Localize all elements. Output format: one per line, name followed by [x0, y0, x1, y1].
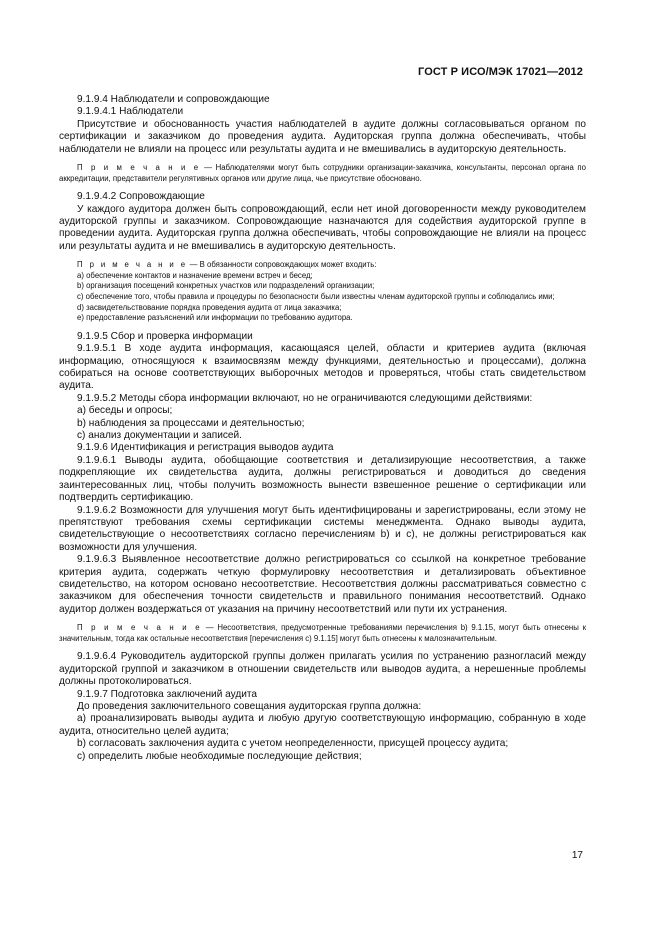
list-item: с) определить любые необходимые последующие действия; [77, 750, 362, 762]
list-item: с) анализ документации и записей. [77, 430, 242, 442]
list-item: b) организация посещений конкретных участков или подразделений организации; [77, 281, 375, 291]
note-escorts [59, 260, 586, 271]
document-body [59, 94, 586, 763]
paragraph-observers: Присутствие и обоснованность участия наблюдателей в аудите должны согласовываться органом по сертификации и заказчиком до проведения аудита. Аудиторская группа должна обеспечивать, чтобы наблюдатели не влияли на процесс или результаты аудита и не вмешивались в аудиторскую деятельность. [59, 118, 586, 155]
section-heading-escorts: 9.1.9.4.2 Сопровождающие [77, 191, 205, 203]
document-header: ГОСТ Р ИСО/МЭК 17021—2012 [418, 66, 583, 78]
paragraph-9-1-9-6-2: 9.1.9.6.2 Возможности для улучшения могут быть идентифицированы и зарегистрированы, если этому не препятствуют требования схемы сертификации системы менеджмента. Однако выводы аудита, свидетельствующие о несоответствиях согласно перечислениям b) и с), не должны регистрироваться как возможности для улучшения. [59, 504, 586, 553]
section-heading-observers: 9.1.9.4.1 Наблюдатели [77, 106, 184, 118]
paragraph-9-1-9-5-1: 9.1.9.5.1 В ходе аудита информация, касающаяся целей, области и критериев аудита (включая информацию, относящуюся к взаимосвязям между функциями, деятельностью и процессами), должна собираться на основе соответствующих выборочных методов и проверяться, чтобы стать свидетельством аудита. [59, 343, 586, 392]
paragraph-9-1-9-6-1: 9.1.9.6.1 Выводы аудита, обобщающие соответствия и детализирующие несоответствия, а также подкрепляющие их свидетельства аудита, должны регистрироваться и доводиться до сведения заинтересованных лиц, чтобы получить возможность вынести взвешенное решение о сертификации или подтвердить сертификацию. [59, 454, 586, 504]
section-heading-audit-conclusions: 9.1.9.7 Подготовка заключений аудита [77, 688, 258, 700]
list-item: е) предоставление разъяснений или информации по требованию аудитора. [77, 313, 353, 323]
paragraph-escorts: У каждого аудитора должен быть сопровождающий, если нет иной договоренности между руководителем аудиторской группы и заказчиком. Сопровождающие назначаются для содействия аудиторской группе в проведении аудита. Аудиторская группа должна обеспечивать, чтобы сопровождающие не влияли на процесс или результаты аудита и не вмешивались в аудиторскую деятельность. [59, 203, 586, 252]
list-item: b) наблюдения за процессами и деятельностью; [77, 417, 305, 429]
note-label: П р и м е ч а н и е [77, 163, 201, 173]
paragraph-9-1-9-6-4: 9.1.9.6.4 Руководитель аудиторской группы должен прилагать усилия по устранению разногласий между аудиторской группой и заказчиком в отношении свидетельств или выводов аудита, а нерешенные проблемы должны протоколироваться. [59, 651, 586, 688]
list-item: d) засвидетельствование порядка проведения аудита от лица заказчика; [77, 302, 342, 312]
note-label: П р и м е ч а н и е [77, 260, 188, 270]
paragraph-9-1-9-5-2: 9.1.9.5.2 Методы сбора информации включают, но не ограничиваются следующими действиями: [77, 392, 533, 404]
note-label: П р и м е ч а н и е [77, 623, 202, 633]
note-nonconformities [59, 623, 586, 644]
note-text: — Наблюдателями могут быть сотрудники организации-заказчика, консультанты, персонал органа по аккредитации, представители регулятивных органов или другие лица, чье присутствие обосновано. [59, 163, 586, 183]
page-number: 17 [571, 850, 583, 861]
list-item: а) обеспечение контактов и назначение времени встреч и бесед; [77, 270, 313, 280]
note-text: — В обязанности сопровождающих может входить: [187, 260, 377, 270]
list-item: а) беседы и опросы; [77, 405, 173, 417]
list-item: с) обеспечение того, чтобы правила и процедуры по безопасности были известны членам аудиторской группы и соблюдались ими; [77, 292, 555, 302]
note-observers [59, 163, 586, 184]
list-item: b) согласовать заключения аудита с учетом неопределенности, присущей процессу аудита; [77, 738, 509, 750]
paragraph-9-1-9-7-intro: До проведения заключительного совещания аудиторская группа должна: [77, 700, 422, 712]
note-text: — Несоответствия, предусмотренные требованиями перечисления b) 9.1.15, могут быть отнесены к значительным, тогда как остальные несоответствия [перечисления с) 9.1.15] могут быть отнесены к малозначительным. [59, 623, 587, 643]
list-item: а) проанализировать выводы аудита и любую другую соответствующую информацию, собранную в ходе аудита, относительно целей аудита; [59, 713, 586, 737]
section-heading-observers-escorts: 9.1.9.4 Наблюдатели и сопровождающие [77, 94, 270, 105]
section-heading-audit-findings: 9.1.9.6 Идентификация и регистрация выводов аудита [77, 442, 334, 454]
paragraph-9-1-9-6-3: 9.1.9.6.3 Выявленное несоответствие должно регистрироваться со ссылкой на конкретное требование критерия аудита, содержать четкую формулировку несоответствия и детализировать объективное свидетельство, на котором основано несоответствие. Несоответствия должны рассматриваться совместно с заказчиком для обеспечения точности свидетельств и правильного понимания несоответствий. Однако аудитор должен воздержаться от указания на причину несоответствий или пути их устранения. [59, 554, 586, 615]
section-heading-collecting-info: 9.1.9.5 Сбор и проверка информации [77, 330, 253, 342]
